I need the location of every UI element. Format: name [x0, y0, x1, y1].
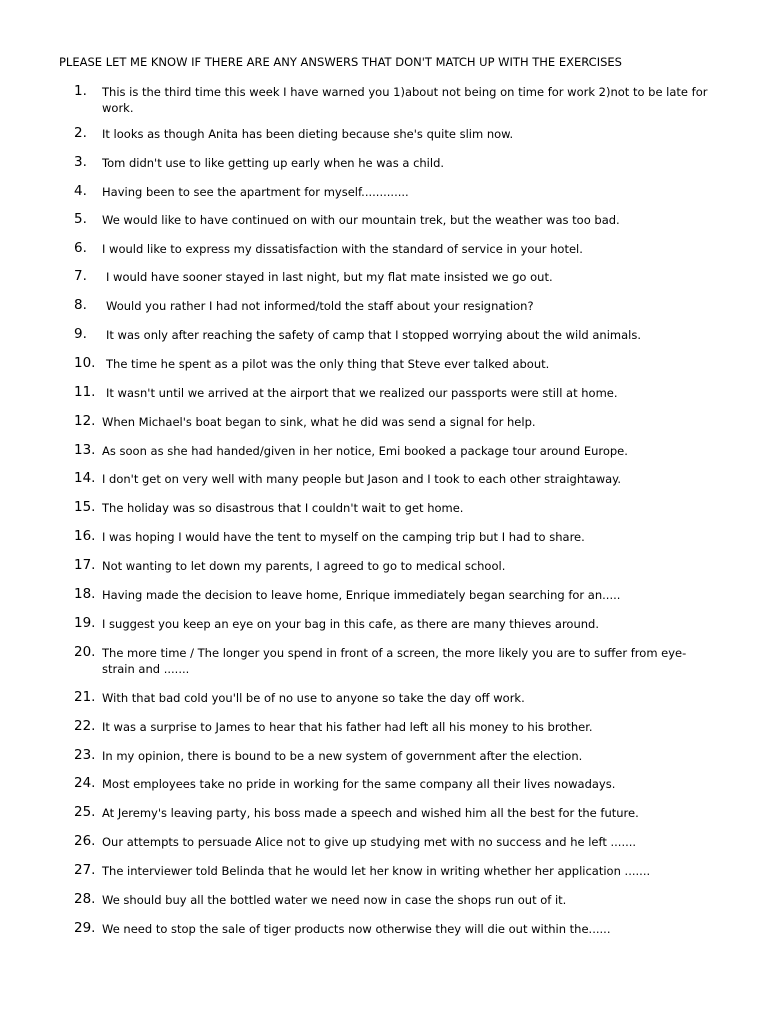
answer-text: I would like to express my dissatisfaction with the standard of service in your hotel.	[102, 242, 583, 256]
answer-number: 7.	[74, 268, 87, 284]
answer-number: 18.	[74, 586, 96, 602]
answer-text: When Michael's boat began to sink, what he did was send a signal for help.	[102, 415, 536, 429]
answer-text: Having been to see the apartment for myself.............	[102, 185, 409, 199]
answer-number: 17.	[74, 557, 96, 573]
answer-number: 3.	[74, 154, 87, 170]
answer-number: 1.	[74, 83, 87, 99]
answer-number: 9.	[74, 326, 87, 342]
answer-text: I was hoping I would have the tent to myself on the camping trip but I had to share.	[102, 530, 585, 544]
answer-text: I suggest you keep an eye on your bag in this cafe, as there are many thieves around.	[102, 617, 599, 631]
answer-text: Not wanting to let down my parents, I agreed to go to medical school.	[102, 559, 506, 573]
answer-number: 19.	[74, 615, 96, 631]
answer-text: At Jeremy's leaving party, his boss made a speech and wished him all the best for the future.	[102, 806, 639, 820]
answer-number: 13.	[74, 442, 96, 458]
answer-text: The interviewer told Belinda that he would let her know in writing whether her application .......	[102, 864, 651, 878]
answer-text: This is the third time this week I have warned you 1)about not being on time for work 2)not to be late for work.	[102, 85, 708, 115]
answer-number: 2.	[74, 125, 87, 141]
answer-number: 27.	[74, 862, 96, 878]
answer-text: It wasn't until we arrived at the airport that we realized our passports were still at home.	[106, 386, 618, 400]
answer-text: In my opinion, there is bound to be a new system of government after the election.	[102, 749, 583, 763]
answer-number: 4.	[74, 183, 87, 199]
answer-text: The holiday was so disastrous that I couldn't wait to get home.	[102, 501, 464, 515]
answer-number: 29.	[74, 920, 96, 936]
answer-number: 22.	[74, 718, 96, 734]
answer-text: With that bad cold you'll be of no use to anyone so take the day off work.	[102, 691, 525, 705]
answer-number: 11.	[74, 384, 96, 400]
answer-number: 12.	[74, 413, 96, 429]
answer-number: 21.	[74, 689, 96, 705]
answer-number: 8.	[74, 297, 87, 313]
answer-text: Our attempts to persuade Alice not to give up studying met with no success and he left .......	[102, 835, 637, 849]
answer-number: 24.	[74, 775, 96, 791]
answer-text: We need to stop the sale of tiger products now otherwise they will die out within the......	[102, 922, 611, 936]
answer-text: We should buy all the bottled water we need now in case the shops run out of it.	[102, 893, 567, 907]
answer-text: Tom didn't use to like getting up early when he was a child.	[102, 156, 445, 170]
page-heading: PLEASE LET ME KNOW IF THERE ARE ANY ANSWERS THAT DON'T MATCH UP WITH THE EXERCISES	[59, 55, 622, 69]
answer-number: 10.	[74, 355, 96, 371]
answer-text: It was only after reaching the safety of camp that I stopped worrying about the wild animals.	[106, 328, 641, 342]
answer-text: The more time / The longer you spend in front of a screen, the more likely you are to suffer from eye-strain and .......	[102, 646, 687, 676]
answer-text: I would have sooner stayed in last night, but my flat mate insisted we go out.	[106, 270, 553, 284]
answer-number: 20.	[74, 644, 96, 660]
answer-number: 6.	[74, 240, 87, 256]
answer-number: 28.	[74, 891, 96, 907]
answer-text: I don't get on very well with many people but Jason and I took to each other straightaway.	[102, 472, 621, 486]
answer-text: We would like to have continued on with our mountain trek, but the weather was too bad.	[102, 213, 620, 227]
answer-text: Having made the decision to leave home, Enrique immediately began searching for an.....	[102, 588, 621, 602]
answer-number: 14.	[74, 470, 96, 486]
answer-number: 5.	[74, 211, 87, 227]
answer-text: It looks as though Anita has been dieting because she's quite slim now.	[102, 127, 514, 141]
answer-text: Would you rather I had not informed/told the staff about your resignation?	[106, 299, 534, 313]
answer-text: As soon as she had handed/given in her notice, Emi booked a package tour around Europe.	[102, 444, 628, 458]
answer-number: 23.	[74, 747, 96, 763]
answer-number: 16.	[74, 528, 96, 544]
answer-number: 15.	[74, 499, 96, 515]
answer-text: The time he spent as a pilot was the only thing that Steve ever talked about.	[106, 357, 550, 371]
answer-number: 26.	[74, 833, 96, 849]
answer-text: Most employees take no pride in working for the same company all their lives nowadays.	[102, 777, 616, 791]
answer-text: It was a surprise to James to hear that his father had left all his money to his brother.	[102, 720, 593, 734]
answer-number: 25.	[74, 804, 96, 820]
